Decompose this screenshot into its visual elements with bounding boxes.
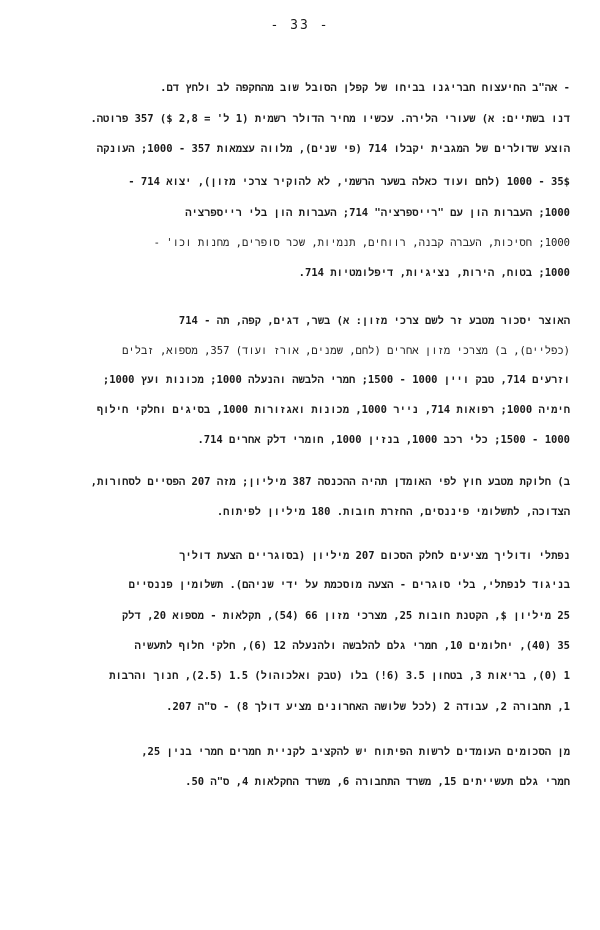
text-line: 25 מיליון $, הקטנת חובות 25, מצרכי מזון 66 (54), תקלאות - מספוא 20, דלק <box>121 610 570 622</box>
text-line: 1, תחבורה 2, עבודה 2 (לכל שלושה האחרונים מציע דולך 8) - ס"ה 207. <box>166 701 570 713</box>
text-line: בניגוד לנפתלי, בלי סוגרים - הצעה מוסכמת על ידי שניהם). תשלומין פננסיים <box>128 579 570 591</box>
page-number: - 33 - <box>270 18 330 33</box>
text-line: דנו בשתיים: א) שעורי הלירה. עכשיו מחיר הדולר רשמית (1 ל' = 2,8 $) 357 פרוטה. <box>90 113 570 125</box>
text-line: הוצע שדולרים של המגבית יקבלו 714 (פי שנים), מלווה עצמאות 357 - 1000; העונקה <box>96 143 570 155</box>
text-line: 1000; בטוח, הירות, נציגיות, דיפלומטיות 714. <box>298 267 570 279</box>
text-line: 35$ - 1000 (לחם ועוד כאלה בשער הרשמי, לא להוקיר צרכי מזון), יצוא 714 - <box>128 176 570 188</box>
text-line: הצדוכה, לתשלומי פיננסים, החזרת חובות. 180 מיליון לפיתוח. <box>216 506 570 518</box>
text-line: 1 (0), בריאות 3, בטחון 3.5 (6!) בלו (טבק ואלכוהול) 1.5 (2.5), חנוך והרבות <box>109 670 570 682</box>
text-line: חמרי גלם תעשייתים 15, משרד התחבורה 6, משרד החקלאות 4, ס"ה 50. <box>185 776 570 788</box>
text-line: - אה"ב החיעצוח חבריגנו בביחו של קפלן הסובל שוב מהחקפה לב ולחץ דם. <box>160 82 570 94</box>
text-line: 1000; העברות הון עם "רייספרציה" 714; העברות הון בלי רייספרציה <box>185 207 570 219</box>
text-line: נפתלי ודוליך מציעים לחלק הסכום 207 מיליון (בסוגריים הצעת דוליך <box>179 550 570 562</box>
text-line: מן הסכומים העומדים לרשות הפיתוח יש להקציב לקניית חמרים חמרי בנין 25, <box>141 746 570 758</box>
text-line: (כפליים), ב) מצרכי מזון אחרים (לחם, שמנים, אורז ועוד) 357, מספוא, זבלים <box>122 345 570 357</box>
text-line: ב) חלוקת מטבע חוץ לפי האומדן תהיה ההכנסה 387 מיליון; מזה 207 הפסיים לסחורות, <box>90 476 570 488</box>
text-line: האוצר יסכור מטבע זר לשם צרכי מזון: א) בשר, דגים, קפה, תה - 714 <box>178 315 570 327</box>
text-line: 1000 - 1500; כלי רכב 1000, בנזין 1000, חומרי דלק אחרים 714. <box>197 434 570 446</box>
text-line: וזרעים 714, טבק ויין 1000 - 1500; חמרי הלבשה והנעלה 1000; מכונות ועץ 1000; <box>102 374 570 386</box>
text-line: 35 (40), יחלומים 10, חמרי גלם להלבשה ולהנעלה 12 (6), חלקי חלוף לתעשיה <box>134 640 570 652</box>
text-line: חימיה 1000; רפואות 714, נייר 1000, מכונות ואגזורות 1000, בסיגים וחלקי חילוף <box>96 404 570 416</box>
text-line: 1000; חסיכות, העברה קבנה, רווחים, תנמיות, שכר סופרים, מחנות וכו' - <box>153 237 570 249</box>
